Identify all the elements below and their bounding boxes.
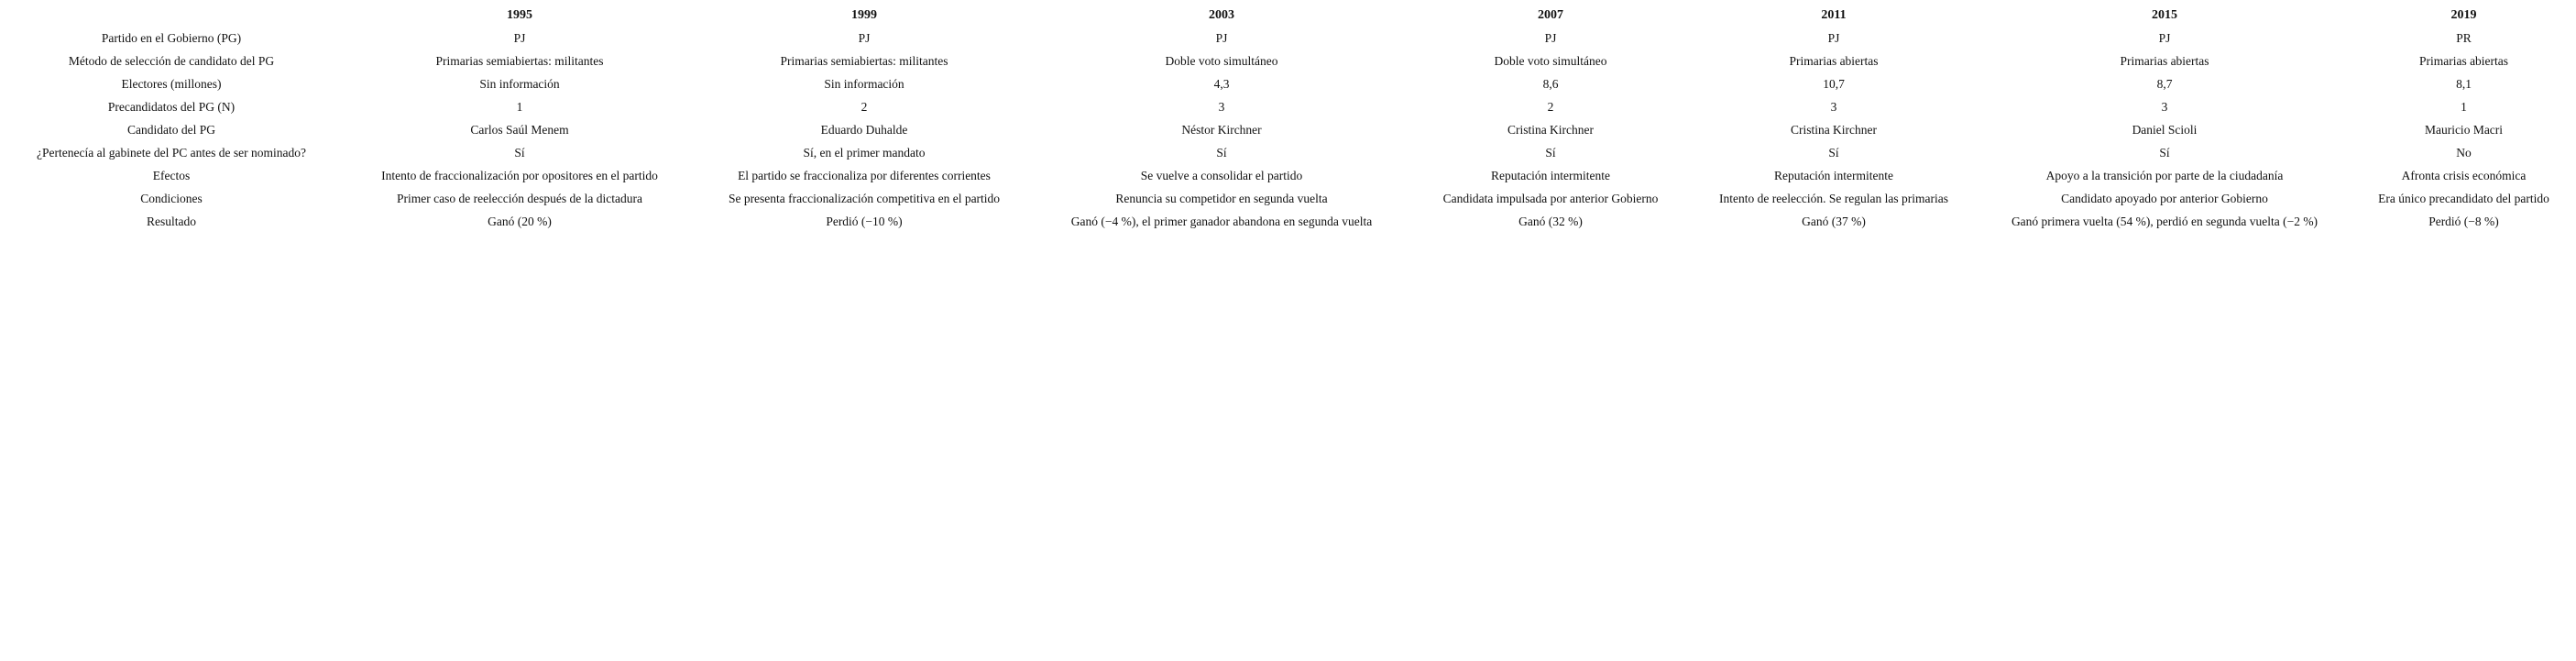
table-cell: Era único precandidato del partido — [2378, 191, 2549, 205]
table-cell: Sin información — [824, 76, 904, 91]
table-row — [0, 187, 2576, 210]
year-header-1995: 1995 — [507, 7, 532, 22]
table-cell: Primarias semiabiertas: militantes — [780, 53, 948, 68]
table-cell: Cristina Kirchner — [1507, 122, 1595, 137]
table-cell: 2 — [1547, 99, 1554, 114]
table-cell: Ganó (37 %) — [1802, 214, 1866, 228]
table-cell: PJ — [1827, 30, 1840, 45]
year-header-2007: 2007 — [1538, 7, 1563, 22]
table-cell: Sin información — [479, 76, 560, 91]
table-row — [0, 50, 2576, 72]
table-cell: 10,7 — [1823, 76, 1845, 91]
table-cell: Perdió (−10 %) — [826, 214, 903, 228]
table-cell: Ganó primera vuelta (54 %), perdió en segunda vuelta (−2 %) — [2011, 214, 2318, 228]
table-cell: No — [2456, 145, 2472, 160]
table-cell: Ganó (−4 %), el primer ganador abandona en segunda vuelta — [1070, 214, 1373, 228]
table-cell: PJ — [513, 30, 526, 45]
table-cell: Primer caso de reelección después de la dictadura — [396, 191, 642, 205]
table-cell: Mauricio Macri — [2424, 122, 2504, 137]
table-cell: 1 — [516, 99, 523, 114]
table-cell: Cristina Kirchner — [1790, 122, 1878, 137]
header-row — [0, 4, 2576, 27]
table-cell: PR — [2456, 30, 2472, 45]
table-cell: Primarias semiabiertas: militantes — [435, 53, 604, 68]
table-cell: Daniel Scioli — [2132, 122, 2198, 137]
year-header-2011: 2011 — [1821, 7, 1847, 22]
table-cell: Sí — [1545, 145, 1556, 160]
row-label: Precandidatos del PG (N) — [107, 99, 236, 114]
table-cell: Primarias abiertas — [2120, 53, 2209, 68]
table-cell: Doble voto simultáneo — [1494, 53, 1607, 68]
year-header-2015: 2015 — [2152, 7, 2177, 22]
table-body — [0, 27, 2576, 233]
table-cell: Primarias abiertas — [2418, 53, 2509, 68]
table-cell: Sí — [514, 145, 525, 160]
year-header-1999: 1999 — [851, 7, 877, 22]
row-label: Partido en el Gobierno (PG) — [101, 30, 242, 45]
table-cell: 4,3 — [1213, 76, 1230, 91]
table-cell: Candidata impulsada por anterior Gobierno — [1442, 191, 1659, 205]
table-cell: PJ — [1215, 30, 1228, 45]
table-cell: 3 — [1218, 99, 1225, 114]
table-row — [0, 27, 2576, 50]
table-cell: Sí — [1828, 145, 1839, 160]
table-cell: Primarias abiertas — [1789, 53, 1879, 68]
table-cell: Néstor Kirchner — [1181, 122, 1262, 137]
table-cell: PJ — [858, 30, 871, 45]
row-label: Electores (millones) — [121, 76, 222, 91]
table-cell: Intento de reelección. Se regulan las primarias — [1718, 191, 1949, 205]
table-cell: Doble voto simultáneo — [1165, 53, 1278, 68]
table-cell: Renuncia su competidor en segunda vuelta — [1115, 191, 1328, 205]
table-cell: Afronta crisis económica — [2401, 168, 2527, 182]
table-cell: Candidato apoyado por anterior Gobierno — [2061, 191, 2268, 205]
table-cell: 1 — [2461, 99, 2467, 114]
year-header-2003: 2003 — [1209, 7, 1234, 22]
row-label: Condiciones — [140, 191, 203, 205]
table-row — [0, 141, 2576, 164]
table-cell: Reputación intermitente — [1773, 168, 1894, 182]
table-cell: Eduardo Duhalde — [820, 122, 908, 137]
table-cell: Ganó (20 %) — [488, 214, 552, 228]
table-cell: Reputación intermitente — [1490, 168, 1611, 182]
table-cell: 8,6 — [1542, 76, 1559, 91]
row-label: Efectos — [152, 168, 191, 182]
row-label: Resultado — [147, 214, 196, 228]
table-cell: Apoyo a la transición por parte de la ciudadanía — [2045, 168, 2284, 182]
row-label: Método de selección de candidato del PG — [68, 53, 275, 68]
table-cell: Carlos Saúl Menem — [470, 122, 569, 137]
row-label: ¿Pertenecía al gabinete del PC antes de ser nominado? — [37, 145, 306, 160]
table-row — [0, 72, 2576, 95]
table-cell: Intento de fraccionalización por opositores en el partido — [381, 168, 658, 182]
table-cell: 3 — [1830, 99, 1837, 114]
table-cell: Se presenta fraccionalización competitiva en el partido — [728, 191, 1001, 205]
table-row — [0, 95, 2576, 118]
table-cell: Sí — [1216, 145, 1227, 160]
table-cell: Se vuelve a consolidar el partido — [1140, 168, 1303, 182]
table-cell: El partido se fraccionaliza por diferentes corrientes — [738, 168, 991, 182]
table-row — [0, 118, 2576, 141]
table-cell: Sí — [2159, 145, 2170, 160]
comparison-table — [0, 4, 2576, 233]
table-cell: 2 — [860, 99, 868, 114]
year-header-2019: 2019 — [2450, 7, 2477, 22]
table-row — [0, 164, 2576, 187]
table-cell: 8,7 — [2156, 76, 2173, 91]
table-row — [0, 210, 2576, 233]
row-label: Candidato del PG — [127, 122, 215, 137]
table-cell: PJ — [1544, 30, 1557, 45]
table-cell: Sí, en el primer mandato — [803, 145, 926, 160]
table-cell: Perdió (−8 %) — [2428, 214, 2499, 228]
table-cell: 8,1 — [2456, 76, 2472, 91]
table-cell: 3 — [2161, 99, 2168, 114]
table-cell: Ganó (32 %) — [1518, 214, 1583, 228]
corner-cell — [0, 4, 343, 27]
table-cell: PJ — [2158, 30, 2171, 45]
